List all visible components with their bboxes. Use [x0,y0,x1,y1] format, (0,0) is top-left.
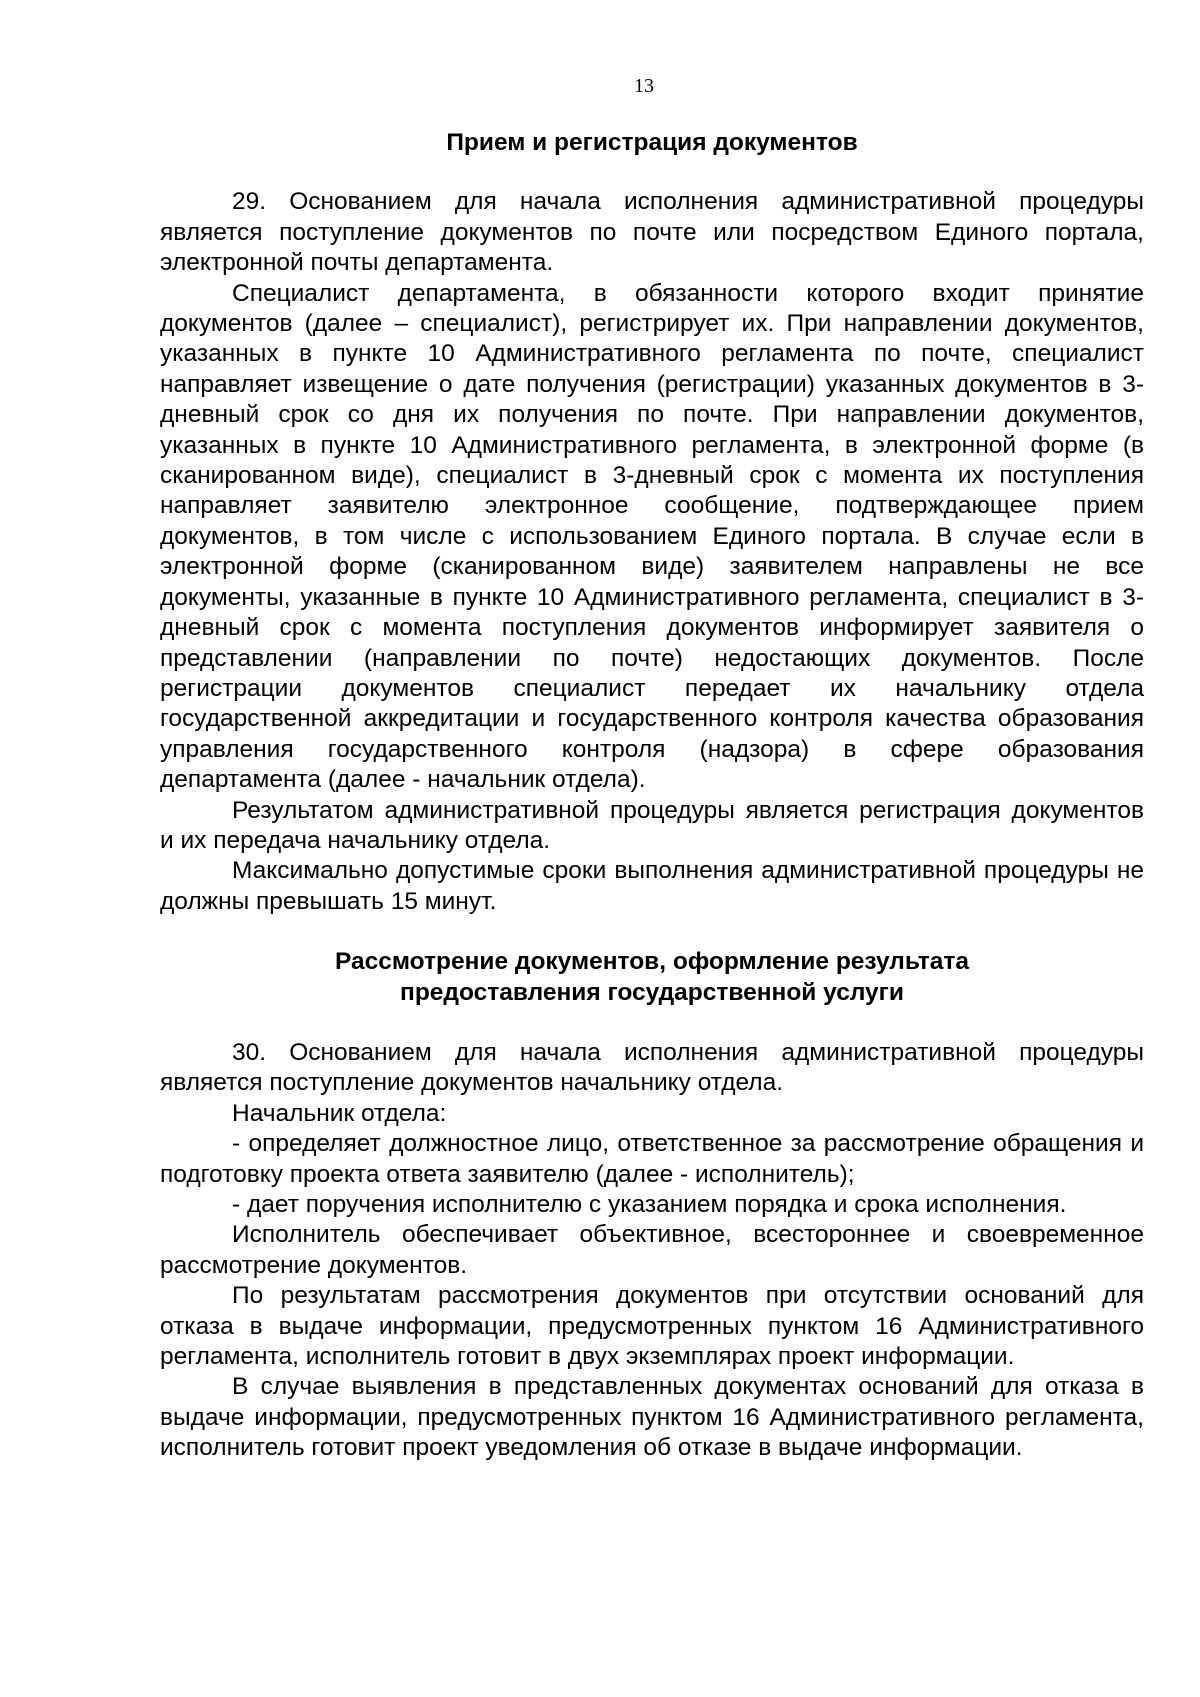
paragraph-specialist: Специалист департамента, в обязанности которого входит принятие документов (далее – специалист), регистрирует их. При направлении документов, указанных в пункте 10 Административного регламента по почте, специалист направляет извещение о дате получения (регистрации) указанных документов в 3-дневный срок со дня их получения по почте. При направлении документов, указанных в пункте 10 Административного регламента, в электронной форме (в сканированном виде), специалист в 3-дневный срок с момента их поступления направляет заявителю электронное сообщение, подтверждающее прием документов, в том числе с использованием Единого портала. В случае если в электронной форме (сканированном виде) заявителем направлены не все документы, указанные в пункте 10 Административного регламента, специалист в 3-дневный срок с момента поступления документов информирует заявителя о представлении (направлении по почте) недостающих документов. После регистрации документов специалист передает их начальнику отдела государственной аккредитации и государственного контроля качества образования управления государственного контроля (надзора) в сфере образования департамента (далее - начальник отдела). [160,279,1144,794]
section-title-review-line2: предоставления государственной услуги [400,978,904,1006]
paragraph-head-of-department: Начальник отдела: [232,1099,447,1127]
list-item-gives-instructions: - дает поручения исполнителю с указанием порядка и срока исполнения. [232,1191,1067,1218]
paragraph-refusal: В случае выявления в представленных документах оснований для отказа в выдаче информации, предусмотренных пунктом 16 Административного регламента, исполнитель готовит проект уведомления об отказе в выдаче информации. [160,1373,1144,1462]
list-item-assigns-executor: - определяет должностное лицо, ответственное за рассмотрение обращения и подготовку проекта ответа заявителю (далее - исполнитель); [160,1130,1144,1188]
document-body [160,128,1144,1464]
paragraph-max-time: Максимально допустимые сроки выполнения административной процедуры не должны превышать 15 минут. [160,857,1144,915]
page-number: 13 [634,75,654,97]
paragraph-result: Результатом административной процедуры является регистрация документов и их передача начальнику отдела. [160,796,1144,854]
paragraph-30: 30. Основанием для начала исполнения административной процедуры является поступление документов начальнику отдела. [160,1038,1144,1097]
paragraph-executor: Исполнитель обеспечивает объективное, всестороннее и своевременное рассмотрение документов. [160,1221,1144,1279]
section-title-reception: Прием и регистрация документов [446,129,858,156]
section-title-review-line1: Рассмотрение документов, оформление результата [334,948,970,976]
paragraph-review-results: По результатам рассмотрения документов при отсутствии оснований для отказа в выдаче информации, предусмотренных пунктом 16 Административного регламента, исполнитель готовит в двух экземплярах проект информации. [160,1282,1144,1371]
paragraph-29: 29. Основанием для начала исполнения административной процедуры является поступление документов по почте или посредством Единого портала, электронной почты департамента. [160,188,1144,277]
section-title-review [160,947,1144,1008]
